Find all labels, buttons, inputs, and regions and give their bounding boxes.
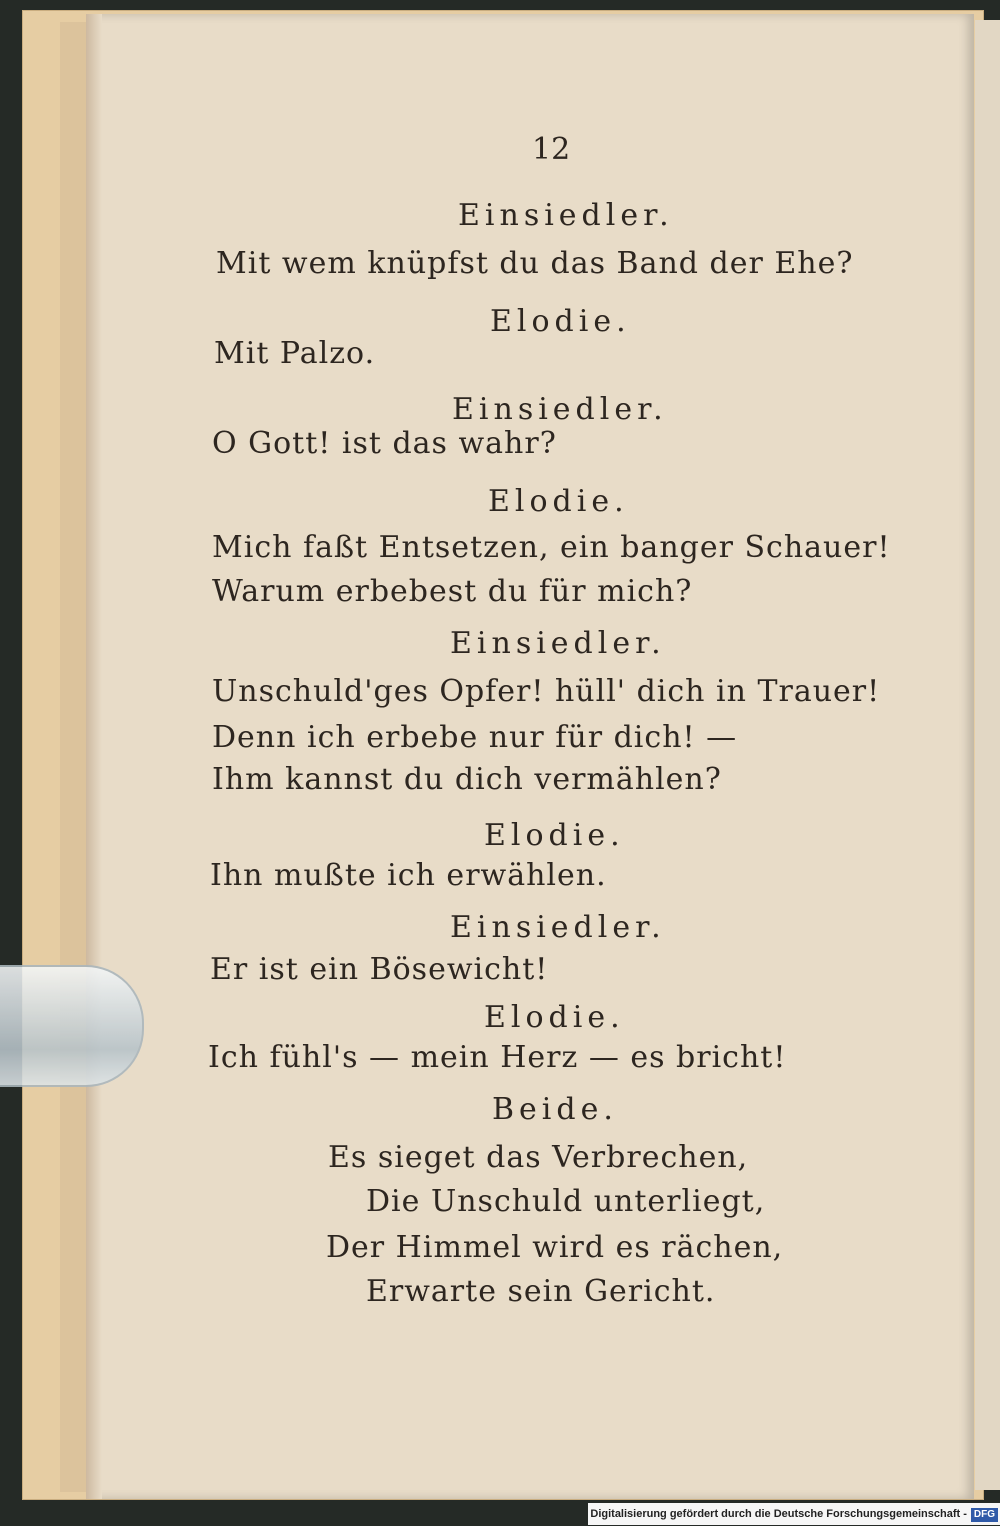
verse-line: Ihn mußte ich erwählen.: [210, 858, 607, 893]
next-page-edge: [975, 20, 1000, 1490]
page-number: 12: [532, 132, 571, 167]
verse-line: Mich faßt Entsetzen, ein banger Schauer!: [212, 530, 891, 565]
speaker-label: Elodie.: [484, 818, 625, 853]
speaker-label: Einsiedler.: [452, 392, 668, 427]
verse-line: Der Himmel wird es rächen,: [326, 1230, 784, 1265]
speaker-label: Elodie.: [488, 484, 629, 519]
speaker-label: Elodie.: [490, 304, 631, 339]
verse-line: Mit Palzo.: [214, 336, 376, 371]
verse-line: Die Unschuld unterliegt,: [366, 1184, 766, 1219]
verse-line: Ihm kannst du dich vermählen?: [212, 762, 722, 797]
credit-text: Digitalisierung gefördert durch die Deutsche Forschungsgemeinschaft -: [590, 1508, 967, 1520]
plastic-page-clip: [0, 965, 144, 1087]
page-gutter: [86, 14, 102, 1499]
verse-line: Denn ich erbebe nur für dich! —: [212, 720, 738, 755]
verse-line: Ich fühl's — mein Herz — es bricht!: [208, 1040, 787, 1075]
verse-line: Erwarte sein Gericht.: [366, 1274, 716, 1309]
verse-line: Es sieget das Verbrechen,: [328, 1140, 749, 1175]
speaker-label: Einsiedler.: [450, 626, 666, 661]
verse-line: Er ist ein Bösewicht!: [210, 952, 549, 987]
verse-line: O Gott! ist das wahr?: [212, 426, 557, 461]
speaker-label: Beide.: [492, 1092, 618, 1127]
verse-line: Unschuld'ges Opfer! hüll' dich in Trauer!: [212, 674, 881, 709]
verse-line: Warum erbebest du für mich?: [212, 574, 693, 609]
speaker-label: Einsiedler.: [458, 198, 674, 233]
speaker-label: Einsiedler.: [450, 910, 666, 945]
verse-line: Mit wem knüpfst du das Band der Ehe?: [216, 246, 854, 281]
speaker-label: Elodie.: [484, 1000, 625, 1035]
digitization-credit: [588, 1503, 1000, 1525]
dfg-logo: DFG: [971, 1508, 998, 1522]
